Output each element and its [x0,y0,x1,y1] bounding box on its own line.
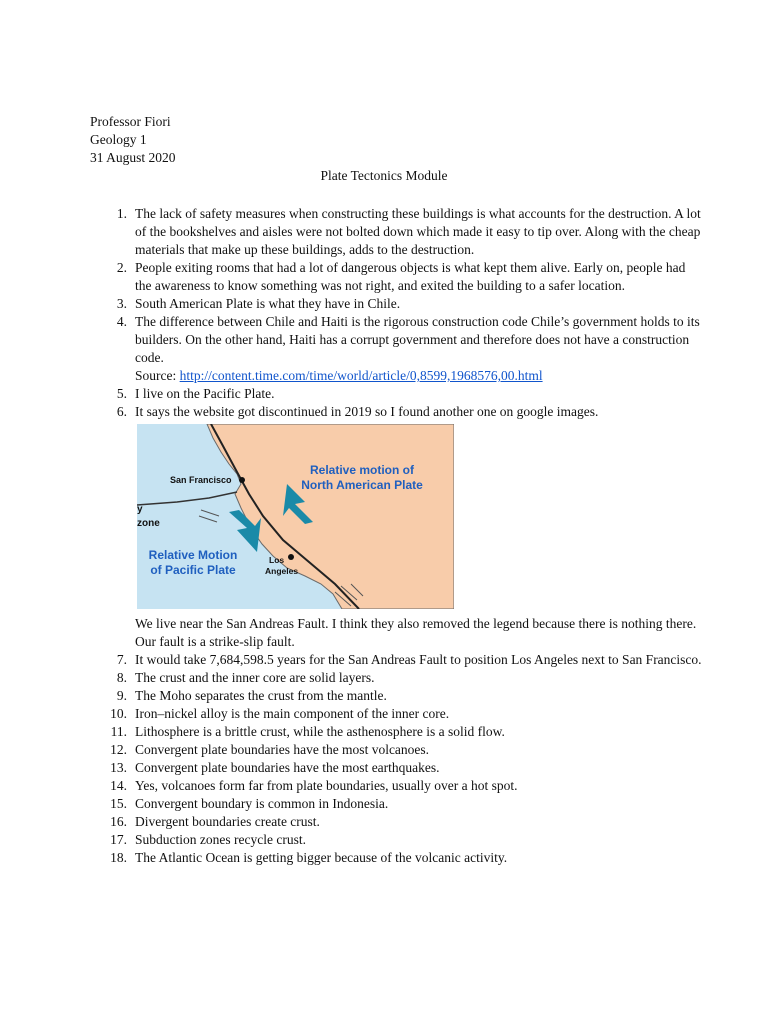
source-link[interactable]: http://content.time.com/time/world/article/0,8599,1968576,00.html [179,368,543,383]
item-text: South American Plate is what they have in Chile. [135,296,401,311]
list-item [105,205,705,259]
list-item [105,759,705,777]
item-number: 10. [110,706,127,721]
san-francisco-dot [239,477,245,483]
list-item [105,723,705,741]
los-angeles-label-line2: Angeles [265,566,299,576]
answer-list [105,205,705,867]
list-item [105,295,705,313]
san-francisco-label: San Francisco [170,475,232,485]
item-text: Yes, volcanoes form far from plate boundaries, usually over a hot spot. [135,778,518,793]
list-item [105,849,705,867]
item-text: The crust and the inner core are solid layers. [135,670,375,685]
item-number: 9. [116,688,127,703]
san-andreas-map [137,424,454,609]
item-text: The lack of safety measures when constructing these buildings is what accounts for the destruction. A lot of the bookshelves and aisles were not bolted down which made it easy to tip over. Along with the cheap materials that make up these buildings, adds to the destruction. [135,206,701,257]
list-item [105,705,705,723]
item-number: 12. [110,742,127,757]
item-text: Lithosphere is a brittle crust, while the asthenosphere is a solid flow. [135,724,505,739]
list-item [105,313,705,385]
item-number: 5. [116,386,127,401]
item-text: Divergent boundaries create crust. [135,814,320,829]
list-item [105,259,705,295]
item-number: 17. [110,832,127,847]
list-item [105,831,705,849]
item-number: 16. [110,814,127,829]
los-angeles-label-line1: Los [269,555,285,565]
list-item [105,777,705,795]
list-item [105,813,705,831]
item-text: Iron–nickel alloy is the main component of the inner core. [135,706,450,721]
item-number: 15. [110,796,127,811]
item-number: 11. [110,724,127,739]
list-item [105,741,705,759]
item-followup-text: We live near the San Andreas Fault. I think they also removed the legend because there is nothing there. Our fault is a strike-slip fault. [135,616,697,649]
zone-label-line1: y [137,504,143,515]
course-name: Geology 1 [90,132,147,147]
professor-name: Professor Fiori [90,114,171,129]
document-date: 31 August 2020 [90,150,176,165]
item-text: I live on the Pacific Plate. [135,386,275,401]
north-american-label-line1: Relative motion of [309,463,415,477]
header-block [90,113,176,167]
item-number: 6. [116,404,127,419]
item-text: It would take 7,684,598.5 years for the San Andreas Fault to position Los Angeles next to San Francisco. [135,652,702,667]
item-number: 13. [110,760,127,775]
item-text: Convergent boundary is common in Indonesia. [135,796,389,811]
list-item [105,403,705,651]
item-text: The Moho separates the crust from the mantle. [135,688,387,703]
list-item [105,385,705,403]
list-item [105,651,705,669]
item-text: Convergent plate boundaries have the most earthquakes. [135,760,440,775]
item-text: Subduction zones recycle crust. [135,832,306,847]
los-angeles-dot [288,554,294,560]
item-number: 4. [116,314,127,329]
zone-label-line2: zone [137,518,160,529]
item-number: 14. [110,778,127,793]
item-number: 8. [116,670,127,685]
document-title: Plate Tectonics Module [320,168,448,183]
item-number: 2. [116,260,127,275]
source-label: Source: [135,368,180,383]
list-item [105,687,705,705]
item-text: The Atlantic Ocean is getting bigger because of the volcanic activity. [135,850,508,865]
item-text: It says the website got discontinued in 2019 so I found another one on google images. [135,404,599,419]
item-number: 18. [110,850,127,865]
item-text: People exiting rooms that had a lot of dangerous objects is what kept them alive. Early on, people had the awareness to know something was not right, and exited the building to a safer location. [135,260,686,293]
item-text: Convergent plate boundaries have the most volcanoes. [135,742,430,757]
list-item [105,795,705,813]
list-item [105,669,705,687]
map-graphic [137,424,454,609]
pacific-label-line1: Relative Motion [148,548,238,562]
item-text: The difference between Chile and Haiti is the rigorous construction code Chile’s government holds to its builders. On the other hand, Haiti has a corrupt government and therefore does not have a construction code. [135,314,700,365]
pacific-label-line2: of Pacific Plate [150,563,236,577]
item-number: 1. [116,206,127,221]
north-american-label-line2: North American Plate [301,478,423,492]
item-number: 3. [116,296,127,311]
item-number: 7. [116,652,127,667]
